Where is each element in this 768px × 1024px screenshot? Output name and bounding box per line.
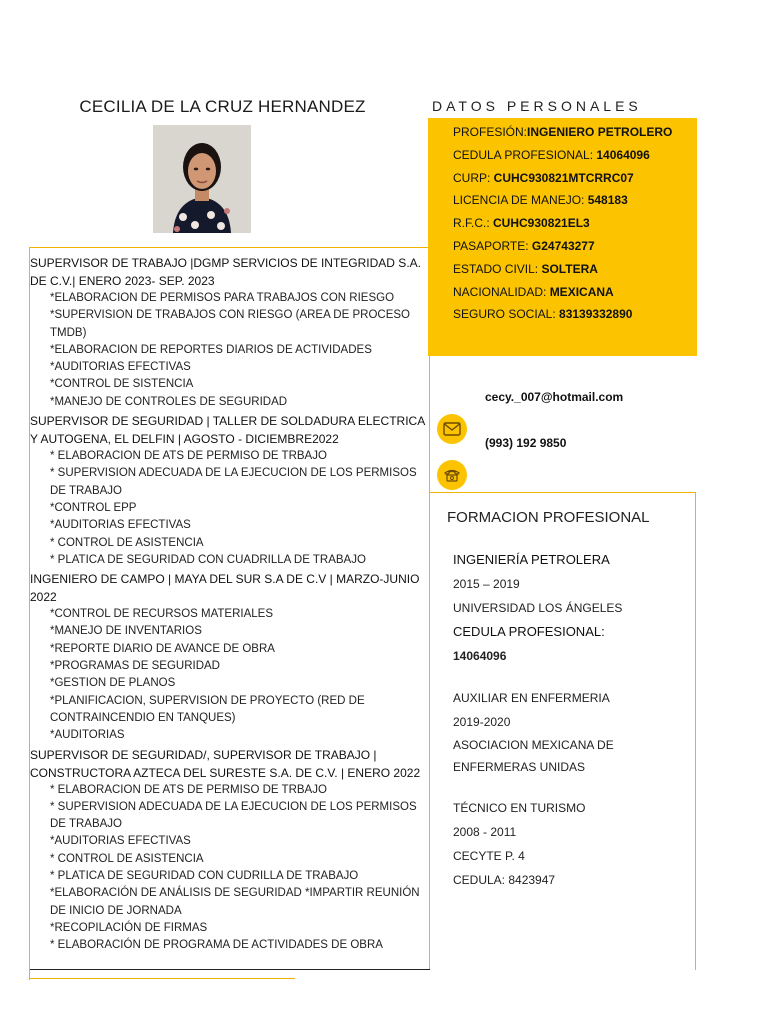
- duty-list: [30, 782, 425, 955]
- duty-item: *CONTROL DE SISTENCIA: [50, 378, 194, 391]
- data-row: [453, 281, 693, 304]
- duty-item: *REPORTE DIARIO DE AVANCE DE OBRA: [50, 642, 275, 655]
- degree-school: UNIVERSIDAD LOS ÁNGELES: [453, 601, 623, 615]
- duty-item: *SUPERVISION DE TRABAJOS CON RIESGO (AREA DE PROCESO TMDB): [50, 309, 410, 339]
- data-value: MEXICANA: [549, 284, 614, 299]
- envelope-icon: [437, 414, 467, 444]
- data-label: LICENCIA DE MANEJO:: [453, 193, 588, 208]
- data-value: CUHC930821MTCRRC07: [493, 170, 634, 185]
- education-list: [453, 548, 693, 892]
- candidate-name: CECILIA DE LA CRUZ HERNANDEZ: [79, 97, 366, 116]
- job-title: SUPERVISOR DE SEGURIDAD/, SUPERVISOR DE TRABAJO | CONSTRUCTORA AZTECA DEL SURESTE S.A. DE C.V. | ENERO 2022: [30, 747, 421, 780]
- duty-item: * ELABORACION DE ATS DE PERMISO DE TRBAJO: [50, 783, 327, 796]
- phone-text[interactable]: (993) 192 9850: [485, 436, 567, 450]
- duty-item: *RECOPILACIÓN DE FIRMAS: [50, 921, 208, 934]
- duty-item: * SUPERVISION ADECUADA DE LA EJECUCION DE LOS PERMISOS DE TRABAJO: [50, 800, 417, 831]
- duty-item: * CONTROL DE ASISTENCIA: [50, 536, 204, 549]
- spacer: [453, 778, 693, 796]
- aux-years: 2019-2020: [453, 715, 511, 729]
- frame-line: [430, 492, 696, 493]
- job-title: SUPERVISOR DE TRABAJO |DGMP SERVICIOS DE INTEGRIDAD S.A. DE C.V.| ENERO 2023- SEP. 2023: [30, 256, 421, 288]
- data-row: [453, 235, 693, 258]
- duty-item: * PLATICA DE SEGURIDAD CON CUDRILLA DE TRABAJO: [50, 870, 359, 883]
- cedula-value: 14064096: [453, 649, 507, 663]
- job-entry: [30, 254, 425, 411]
- data-row: [453, 303, 693, 326]
- job-entry: [30, 412, 425, 569]
- frame-line: [30, 969, 430, 970]
- data-value: 548183: [587, 193, 628, 208]
- degree-years: 2015 – 2019: [453, 577, 520, 591]
- duty-item: *ELABORACIÓN DE ANÁLISIS DE SEGURIDAD *IMPARTIR REUNIÓN DE INICIO DE JORNADA: [50, 887, 420, 917]
- duty-item: *MANEJO DE INVENTARIOS: [50, 625, 202, 638]
- frame-line: [30, 247, 430, 248]
- job-title: INGENIERO DE CAMPO | MAYA DEL SUR S.A DE C.V | MARZO-JUNIO 2022: [30, 572, 420, 605]
- data-value: 14064096: [596, 147, 650, 162]
- tur-years: 2008 - 2011: [453, 825, 517, 839]
- telephone-icon: [437, 460, 467, 490]
- data-label: R.F.C.:: [453, 216, 494, 231]
- frame-line: [695, 492, 696, 970]
- data-label: PROFESIÓN:: [453, 125, 528, 139]
- duty-item: * ELABORACION DE ATS DE PERMISO DE TRBAJO: [50, 450, 327, 463]
- duty-item: *AUDITORIAS EFECTIVAS: [50, 519, 191, 532]
- email-text[interactable]: cecy._007@hotmail.com: [485, 390, 624, 404]
- duty-item: * PLATICA DE SEGURIDAD CON CUADRILLA DE TRABAJO: [50, 553, 366, 566]
- aux-school: ENFERMERAS UNIDAS: [453, 760, 586, 774]
- data-value: CUHC930821EL3: [493, 216, 590, 231]
- duty-item: * SUPERVISION ADECUADA DE LA EJECUCION DE LOS PERMISOS DE TRABAJO: [50, 467, 417, 497]
- cedula-label: CEDULA PROFESIONAL:: [453, 624, 605, 639]
- duty-item: *ELABORACION DE PERMISOS PARA TRABAJOS CON RIESGO: [50, 292, 395, 304]
- duty-item: *AUDITORIAS EFECTIVAS: [50, 835, 191, 848]
- spacer: [453, 668, 693, 686]
- section-title-datos: DATOS PERSONALES: [432, 98, 642, 114]
- data-label: ESTADO CIVIL:: [453, 261, 542, 276]
- duty-item: *CONTROL DE RECURSOS MATERIALES: [50, 608, 274, 621]
- profile-photo: [153, 125, 251, 233]
- data-row: [453, 167, 693, 190]
- data-value: G24743277: [531, 238, 595, 253]
- frame-line: [29, 978, 295, 979]
- data-label: NACIONALIDAD:: [453, 284, 550, 299]
- data-label: CURP:: [453, 170, 494, 185]
- data-row: [453, 121, 693, 144]
- work-experience: [30, 253, 425, 955]
- aux-title: AUXILIAR EN ENFERMERIA: [453, 691, 610, 705]
- tur-school: CECYTE P. 4: [453, 849, 525, 863]
- duty-item: * CONTROL DE ASISTENCIA: [50, 852, 204, 865]
- duty-list: [30, 290, 425, 411]
- duty-item: *MANEJO DE CONTROLES DE SEGURIDAD: [50, 395, 288, 408]
- data-label: SEGURO SOCIAL:: [453, 307, 560, 322]
- data-label: CEDULA PROFESIONAL:: [453, 147, 597, 162]
- personal-data-list: [453, 121, 693, 326]
- tur-cedula: CEDULA: 8423947: [453, 873, 556, 887]
- data-value: SOLTERA: [541, 261, 598, 276]
- duty-list: [30, 448, 425, 569]
- job-entry: [30, 570, 425, 744]
- duty-item: *ELABORACION DE REPORTES DIARIOS DE ACTIVIDADES: [50, 343, 372, 356]
- data-value: INGENIERO PETROLERO: [527, 125, 673, 139]
- duty-list: [30, 606, 425, 744]
- duty-item: *CONTROL EPP: [50, 501, 137, 514]
- duty-item: * ELABORACIÓN DE PROGRAMA DE ACTIVIDADES DE OBRA: [50, 939, 383, 952]
- data-row: [453, 212, 693, 235]
- data-row: [453, 189, 693, 212]
- job-entry: [30, 746, 425, 955]
- data-row: [453, 144, 693, 167]
- data-row: [453, 258, 693, 281]
- tur-title: TÉCNICO EN TURISMO: [453, 801, 586, 815]
- duty-item: *GESTION DE PLANOS: [50, 677, 176, 690]
- data-value: 83139332890: [559, 307, 633, 322]
- duty-item: *AUDITORIAS EFECTIVAS: [50, 361, 191, 374]
- aux-school: ASOCIACION MEXICANA DE: [453, 738, 614, 752]
- duty-item: *PLANIFICACION, SUPERVISION DE PROYECTO (RED DE CONTRAINCENDIO EN TANQUES): [50, 694, 365, 724]
- degree-title: INGENIERÍA PETROLERA: [453, 552, 610, 567]
- data-label: PASAPORTE:: [453, 238, 532, 253]
- section-title-formacion: FORMACION PROFESIONAL: [447, 509, 650, 526]
- job-title: SUPERVISOR DE SEGURIDAD | TALLER DE SOLDADURA ELECTRICA Y AUTOGENA, EL DELFIN | AGOSTO - DICIEMBRE2022: [30, 414, 425, 447]
- duty-item: *AUDITORIAS: [50, 729, 125, 742]
- duty-item: *PROGRAMAS DE SEGURIDAD: [50, 660, 220, 673]
